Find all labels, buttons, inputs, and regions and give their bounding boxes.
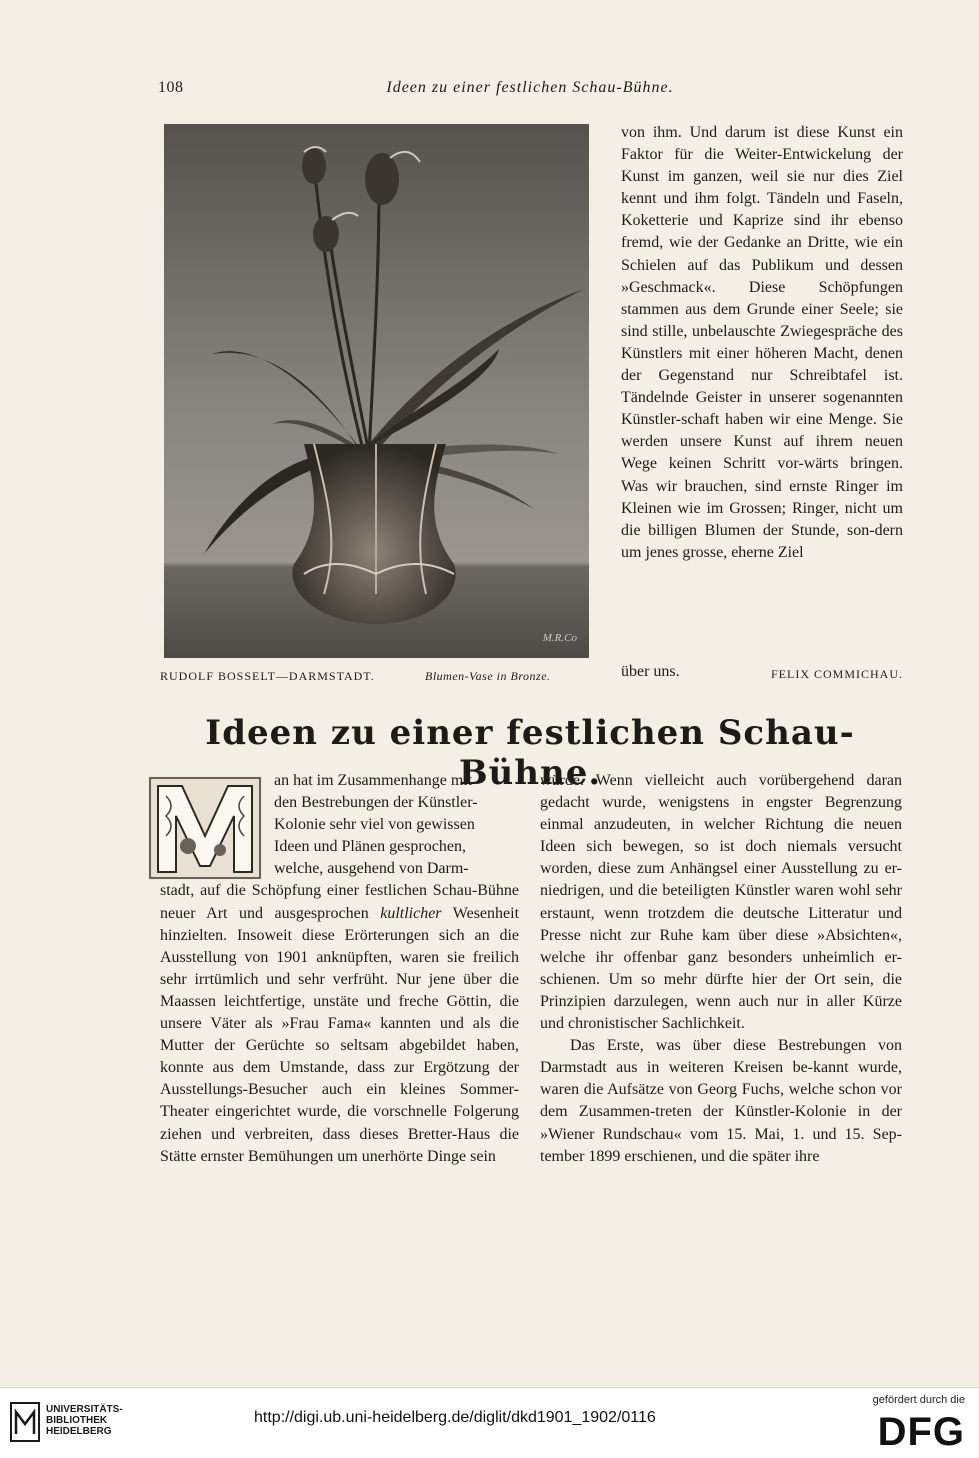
- indented-line: welche, ausgehend von Darm-: [274, 860, 469, 878]
- indented-line: an hat im Zusammenhange mit: [274, 772, 473, 789]
- right-paragraph-1: würde. Wenn vielleicht auch vorübergehend daran gedacht wurde, wenigstens in engster Begrenzung einmal anzudeuten, in welcher Richtung die neuen Ideen sich bewegen, so ist doch niemals versucht worden, diese zum Anhängsel einer Ausstellung zu er-niedrigen, und die beteiligten Künstler waren wohl sehr erstaunt, wenn trotzdem die deutsche Litteratur und Presse nicht zur Ruhe kam über diese »Absichten«, welche ihr offenbar ganz besonders unheimlich er-schienen. Um so mehr dürfte hier der Ort sein, die Prinzipien darzulegen, wenn auch nur in aller Kürze und chronistischer Sachlichkeit.: [540, 772, 902, 1033]
- preceding-article-text: [621, 122, 903, 564]
- right-paragraph-2: Das Erste, was über diese Bestrebungen von Darmstadt aus in weiteren Kreisen be-kannt wurde, waren die Aufsätze von Georg Fuchs, welche schon vor dem Zusammen-treten der Künstler-Kolonie in der »Wiener Rundschau« vom 15. Mai, 1. und 15. Sep-tember 1899 erschienen, und die später ihre: [540, 1037, 902, 1165]
- vase-illustration: [164, 124, 589, 658]
- indented-line: Kolonie sehr viel von gewissen: [274, 816, 475, 834]
- article-title: Ideen zu einer festlichen Schau-Bühne.: [205, 713, 855, 793]
- left-body-part-b: Wesenheit hinzielten. Insoweit diese Erörterungen sich an die Ausstellung von 1901 anknüpften, waren sie freilich sehr irrtümlich und sehr verfrüht. Nur jene über die Maassen leichtfertige, unstäte und freche Göttin, die unsere Väter als »Frau Fama« kannten und als die Mutter der Gerüchte so seltsam abgebildet haben, konnte aus dem Umstande, dass zur Ergötzung der Ausstellungs-Besucher auch ein kleines Sommer-Theater eingerichtet wurde, die vorschnelle Folgerung ziehen und verbreiten, dass dieses Bretter-Haus die Stätte ernster Bemühungen um unerhörte Dinge sein: [160, 904, 520, 1165]
- signature-last-line: über uns.: [621, 663, 680, 680]
- left-body-paragraph: [160, 880, 519, 1167]
- permalink-url[interactable]: http://digi.ub.uni-heidelberg.de/diglit/dkd1901_1902/0116: [254, 1409, 656, 1426]
- indented-line: Ideen und Plänen gesprochen,: [274, 838, 466, 856]
- page-number: 108: [158, 79, 184, 96]
- library-name-line: HEIDELBERG: [46, 1426, 112, 1437]
- article-right-column: [540, 770, 902, 1168]
- indented-line: den Bestrebungen der Künstler-: [274, 794, 478, 812]
- figure-caption-title: Blumen-Vase in Bronze.: [425, 669, 551, 683]
- library-name: [46, 1404, 123, 1437]
- university-library-logo-icon: [10, 1402, 40, 1442]
- page-header: [0, 79, 979, 101]
- photographer-monogram: M.R.Co: [542, 632, 577, 644]
- signature-author: FELIX COMMICHAU.: [770, 667, 903, 681]
- preceding-article-paragraph: von ihm. Und darum ist diese Kunst ein Faktor für die Weiter-Entwickelung der Kunst im ganzen, weil sie nur dies Ziel kennt und ihm folgt. Tändeln und Faseln, Koketterie und Kaprize sind ihr ebenso fremd, wie der Gedanke an Dritte, wie ein Schielen auf das Publikum und dessen »Geschmack«. Diese Schöpfungen stammen aus dem Grunde einer Seele; sie sind stille, unbelauschte Zwiegespräche des Künstlers mit einer höheren Macht, denen der Gegenstand nur Schreibtafel ist. Tändelnde Geister in unserer sogenannten Künstler-schaft haben wir eine Menge. Sie werden unsere Kunst auf ihrem neuen Wege keinen Schritt vor-wärts bringen. Was wir brauchen, sind ernste Ringer im Kleinen wie im Grossen; Ringer, nicht um die billigen Blumen der Stunde, son-dern um jenes grosse, eherne Ziel: [621, 124, 903, 561]
- vase-photograph: [164, 124, 589, 658]
- article-signature: [621, 661, 903, 683]
- running-title: Ideen zu einer festlichen Schau-Bühne.: [386, 79, 674, 96]
- article-left-column: [160, 770, 519, 1168]
- emphasized-word: kultlicher: [380, 904, 442, 922]
- library-name-line: BIBLIOTHEK: [46, 1415, 108, 1426]
- library-name-line: UNIVERSITÄTS-: [46, 1404, 123, 1415]
- figure-caption-artist: RUDOLF BOSSELT—DARMSTADT.: [160, 669, 375, 683]
- funded-by-label: gefördert durch die: [872, 1394, 965, 1406]
- dfg-logo: DFG: [877, 1410, 965, 1454]
- left-body-part-a: stadt, auf die Schöpfung einer festlichen Schau-Bühne neuer Art und ausgesprochen: [160, 882, 519, 922]
- digitization-footer: [0, 1387, 979, 1458]
